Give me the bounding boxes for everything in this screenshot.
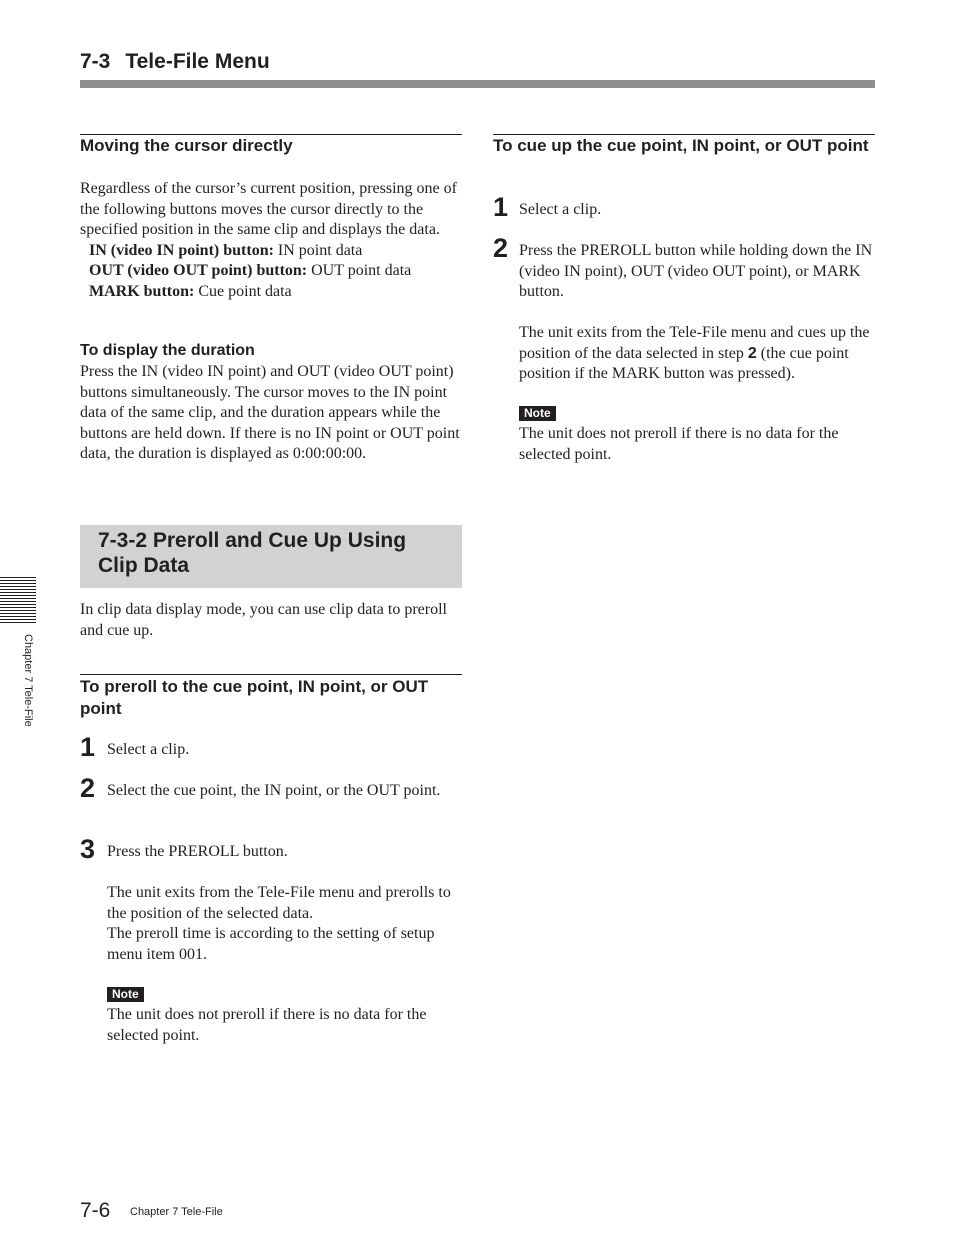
- button-item-label: IN (video IN point) button:: [89, 241, 274, 259]
- section-number: 7-3: [80, 50, 111, 73]
- subsection-intro: [80, 600, 462, 641]
- note-badge: Note: [107, 987, 144, 1002]
- footer-chapter-label: Chapter 7 Tele-File: [130, 1206, 223, 1218]
- step-reference: 2: [747, 344, 757, 362]
- note: [107, 985, 144, 1003]
- section-title: [80, 50, 270, 74]
- note: [519, 404, 556, 422]
- display-duration-heading: To display the duration: [80, 342, 255, 359]
- moving-cursor-body: [80, 179, 462, 302]
- cueup-explanation: [519, 323, 875, 385]
- step-text: Press the PREROLL button.: [107, 843, 288, 860]
- chapter-tab-lines: [0, 577, 36, 623]
- note-text: The unit does not preroll if there is no data for the selected point.: [107, 1006, 427, 1044]
- button-item-text: Cue point data: [194, 282, 292, 300]
- header-bar: [80, 80, 875, 88]
- cueup-explanation-paragraph: [519, 323, 875, 385]
- chapter-side-label: Chapter 7 Tele-File: [22, 634, 34, 727]
- step-text: Press the PREROLL button while holding down the IN (video IN point), OUT (video OUT point), or MARK button.: [519, 242, 873, 300]
- step-text: Select a clip.: [519, 201, 602, 218]
- button-item-text: OUT point data: [307, 262, 412, 279]
- button-item-in: [80, 241, 462, 262]
- moving-cursor-paragraph: Regardless of the cursor’s current position, pressing one of the following buttons moves the cursor directly to the specified position in the same clip and displays the data.: [80, 180, 457, 238]
- subsection-title: 7-3-2 Preroll and Cue Up Using Clip Data: [98, 529, 407, 577]
- cueup-explanation-a: The unit exits from the Tele-File menu and cues up the position of the data selected in step: [519, 324, 870, 362]
- step-text: Select the cue point, the IN point, or the OUT point.: [107, 782, 441, 799]
- display-duration-paragraph: Press the IN (video IN point) and OUT (video OUT point) buttons simultaneously. The cursor moves to the IN point data of the same clip, and the duration appears while the buttons are held down. If there is no IN point or OUT point data, the duration is displayed as 0:00:00:00.: [80, 363, 460, 462]
- step-number: 1: [80, 732, 96, 762]
- cueup-heading: To cue up the cue point, IN point, or OUT point: [493, 136, 869, 155]
- preroll-explanation-2: The preroll time is according to the setting of setup menu item 001.: [107, 925, 435, 963]
- step-number: 1: [493, 192, 509, 222]
- step-number: 3: [80, 834, 96, 864]
- subsection-intro-paragraph: In clip data display mode, you can use clip data to preroll and cue up.: [80, 601, 447, 639]
- step-number: 2: [80, 773, 96, 803]
- display-duration-body: [80, 362, 462, 465]
- preroll-heading: To preroll to the cue point, IN point, or OUT point: [80, 677, 429, 718]
- button-item-label: OUT (video OUT point) button:: [89, 262, 308, 279]
- note-badge: Note: [519, 406, 556, 421]
- preroll-explanation-1: The unit exits from the Tele-File menu and prerolls to the position of the selected data.: [107, 884, 451, 922]
- section-title-text: Tele-File Menu: [125, 50, 270, 73]
- button-item-mark: [80, 282, 462, 303]
- moving-cursor-heading: Moving the cursor directly: [80, 136, 293, 155]
- button-item-text: IN point data: [273, 241, 363, 259]
- step-number: 2: [493, 233, 509, 263]
- preroll-explanation: [107, 883, 463, 965]
- cueup-explanation-b: (the cue point position if the MARK button was pressed).: [519, 344, 849, 382]
- page-number: 7-6: [80, 1199, 111, 1222]
- button-item-label: MARK button:: [89, 282, 195, 300]
- step-text: Select a clip.: [107, 741, 190, 758]
- heading-rule: [80, 674, 462, 675]
- note-text: The unit does not preroll if there is no data for the selected point.: [519, 425, 839, 463]
- subsection-heading-box: [80, 525, 462, 588]
- button-item-out: [80, 261, 462, 282]
